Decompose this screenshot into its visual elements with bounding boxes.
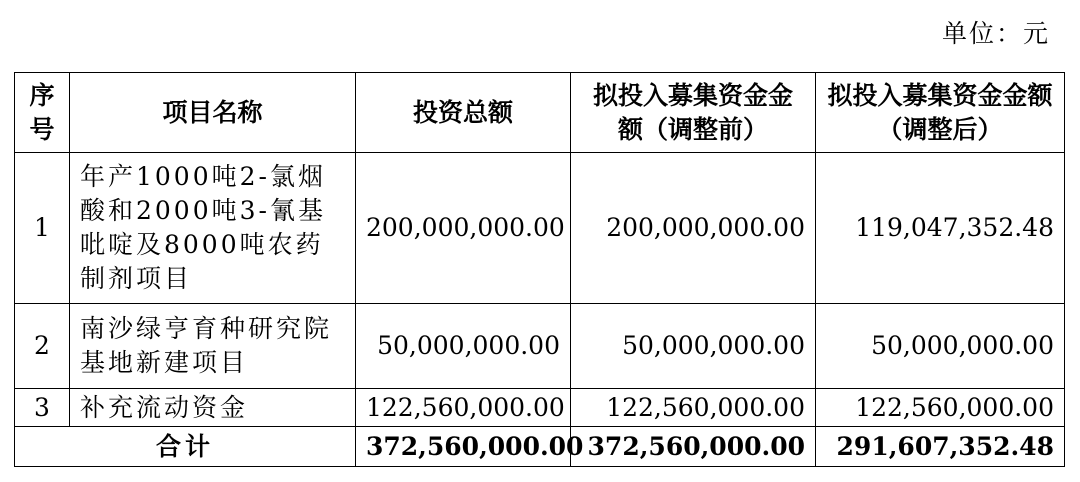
- row-total-investment: 200,000,000.00: [356, 153, 571, 304]
- row-total-investment: 122,560,000.00: [356, 389, 571, 427]
- row-before-adjust: 122,560,000.00: [571, 389, 816, 427]
- total-investment-sum: 372,560,000.00: [356, 427, 571, 467]
- header-after-adjust: 拟投入募集资金金额（调整后）: [816, 73, 1065, 153]
- table-row: [15, 304, 1065, 389]
- total-row: [15, 427, 1065, 467]
- row-after-adjust: 119,047,352.48: [816, 153, 1065, 304]
- table-row: [15, 389, 1065, 427]
- row-after-adjust: 50,000,000.00: [816, 304, 1065, 389]
- total-label: 合计: [15, 427, 356, 467]
- row-seq: 3: [15, 389, 70, 427]
- header-seq: 序号: [15, 73, 70, 153]
- fund-allocation-table: [14, 72, 1065, 467]
- table-header-row: [15, 73, 1065, 153]
- total-after-adjust-sum: 291,607,352.48: [816, 427, 1065, 467]
- header-project-name: 项目名称: [70, 73, 356, 153]
- row-project-name: 年产1000吨2-氯烟酸和2000吨3-氰基吡啶及8000吨农药制剂项目: [70, 153, 356, 304]
- row-project-name: 补充流动资金: [70, 389, 356, 427]
- unit-label: 单位：元: [941, 19, 1050, 48]
- row-total-investment: 50,000,000.00: [356, 304, 571, 389]
- header-total-investment: 投资总额: [356, 73, 571, 153]
- table-row: [15, 153, 1065, 304]
- row-project-name: 南沙绿亨育种研究院基地新建项目: [70, 304, 356, 389]
- row-after-adjust: 122,560,000.00: [816, 389, 1065, 427]
- row-before-adjust: 200,000,000.00: [571, 153, 816, 304]
- row-seq: 1: [15, 153, 70, 304]
- row-seq: 2: [15, 304, 70, 389]
- total-before-adjust-sum: 372,560,000.00: [571, 427, 816, 467]
- header-before-adjust: 拟投入募集资金金额（调整前）: [571, 73, 816, 153]
- row-before-adjust: 50,000,000.00: [571, 304, 816, 389]
